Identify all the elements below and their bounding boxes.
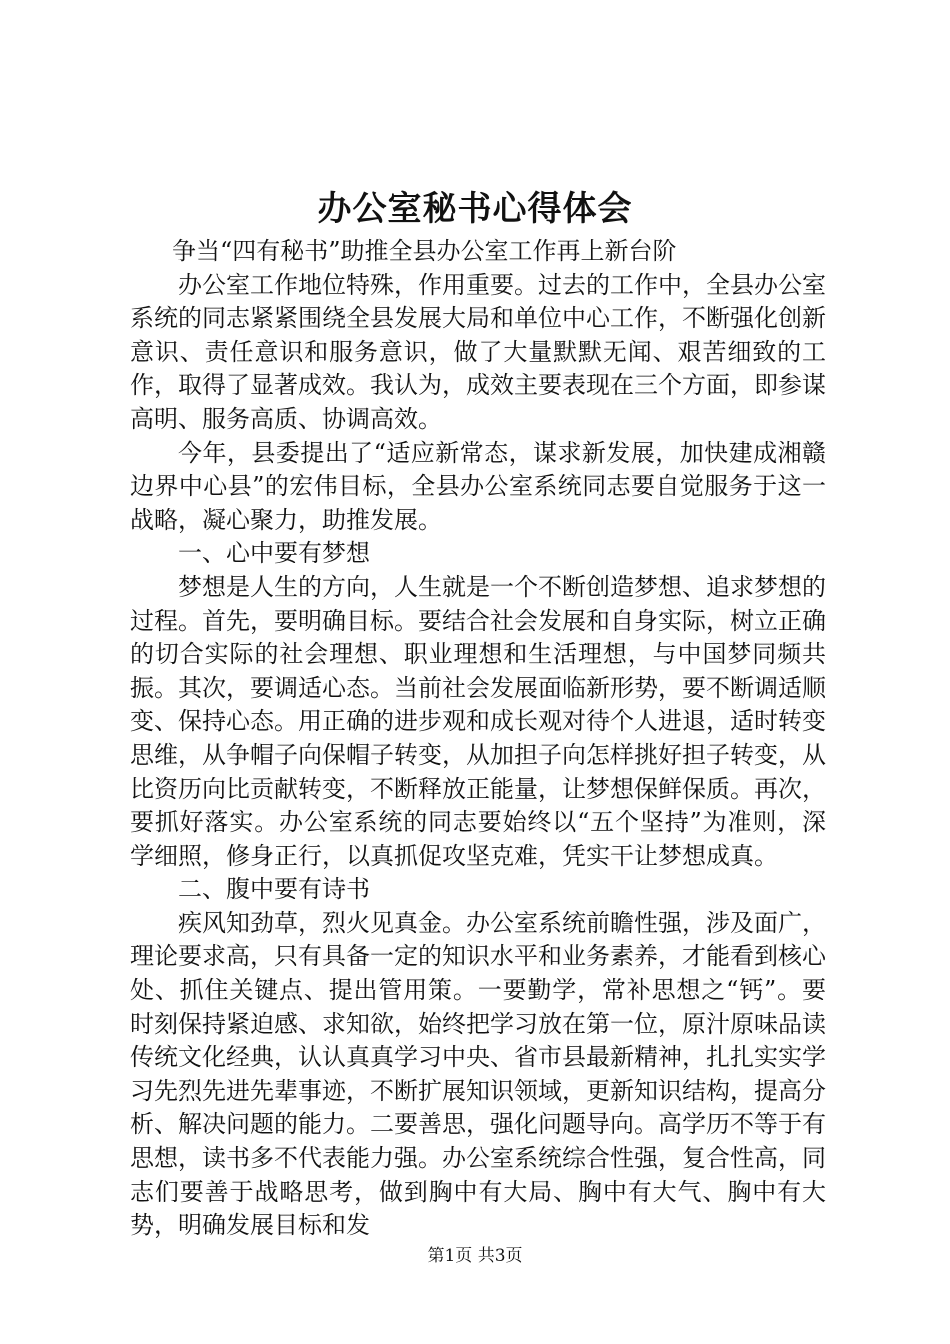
- document-subtitle: 争当“四有秘书”助推全县办公室工作再上新台阶: [172, 237, 677, 265]
- paragraph-intro: 办公室工作地位特殊，作用重要。过去的工作中，全县办公室系统的同志紧紧围绕全县发展大局和单位中心工作，不断强化创新意识、责任意识和服务意识，做了大量默默无闻、艰苦细致的工作，取得了显著成效。我认为，成效主要表现在三个方面，即参谋高明、服务高质、协调高效。: [130, 270, 826, 433]
- document-body: [130, 235, 826, 1243]
- section-heading-books: 二、腹中要有诗书: [178, 875, 370, 904]
- page-footer: 第1页 共3页: [427, 1246, 523, 1266]
- paragraph-books: 疾风知劲草，烈火见真金。办公室系统前瞻性强，涉及面广，理论要求高，只有具备一定的知识水平和业务素养，才能看到核心处、抓住关键点、提出管用策。一要勤学，常补思想之“钙”。要时刻保持紧迫感、求知欲，始终把学习放在第一位，原汁原味品读传统文化经典，认认真真学习中央、省市县最新精神，扎扎实实学习先烈先进先辈事迹，不断扩展知识领域，更新知识结构，提高分析、解决问题的能力。二要善思，强化问题导向。高学历不等于有思想，读书多不代表能力强。办公室系统综合性强，复合性高，同志们要善于战略思考，做到胸中有大局、胸中有大气、胸中有大势，明确发展目标和发: [130, 908, 826, 1240]
- document-title: 办公室秘书心得体会: [317, 189, 633, 229]
- section-heading-dream: 一、心中要有梦想: [178, 539, 370, 568]
- paragraph-dream: 梦想是人生的方向，人生就是一个不断创造梦想、追求梦想的过程。首先，要明确目标。要结合社会发展和自身实际，树立正确的切合实际的社会理想、职业理想和生活理想，与中国梦同频共振。其次，要调适心态。当前社会发展面临新形势，要不断调适顺变、保持心态。用正确的进步观和成长观对待个人进退，适时转变思维，从争帽子向保帽子转变，从加担子向怎样挑好担子转变，从比资历向比贡献转变，不断释放正能量，让梦想保鲜保质。再次，要抓好落实。办公室系统的同志要始终以“五个坚持”为准则，深学细照，修身正行，以真抓促攻坚克难，凭实干让梦想成真。: [130, 572, 826, 870]
- paragraph-goal: 今年，县委提出了“适应新常态，谋求新发展，加快建成湘赣边界中心县”的宏伟目标，全县办公室系统同志要自觉服务于这一战略，凝心聚力，助推发展。: [130, 438, 826, 534]
